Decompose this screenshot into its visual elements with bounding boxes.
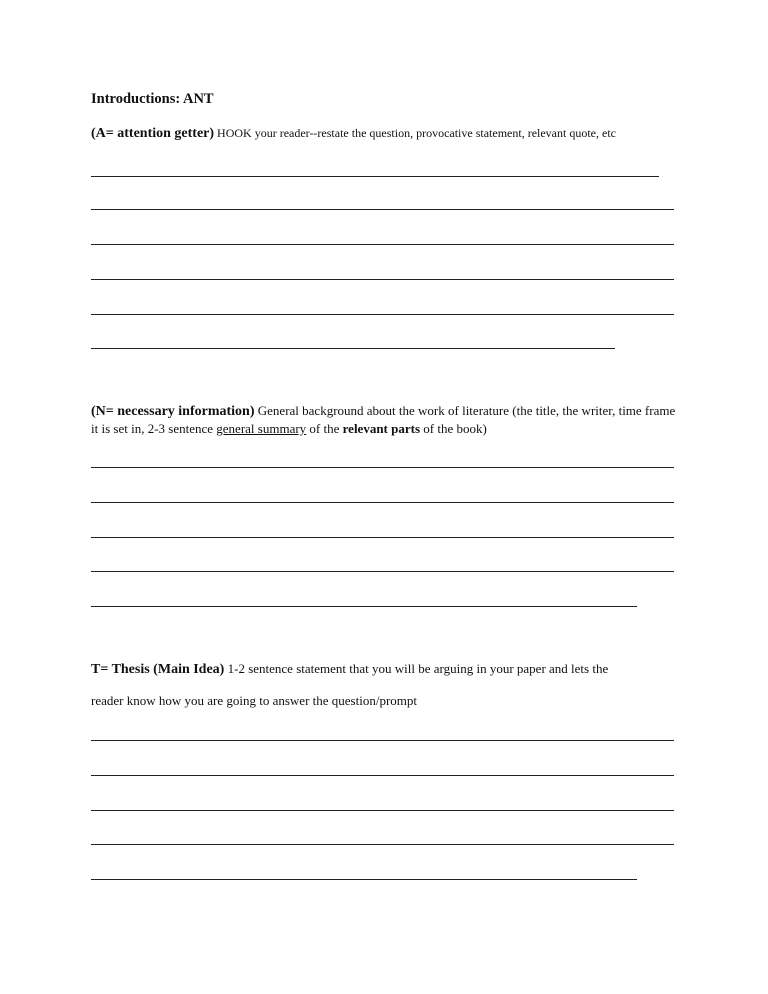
answer-line-n5[interactable] <box>91 606 637 607</box>
answer-line-a2[interactable] <box>91 209 674 210</box>
general-summary-underlined: general summary <box>216 421 307 436</box>
thesis-prompt <box>91 660 691 678</box>
necessary-information-text-2: of the <box>306 421 343 436</box>
answer-line-n4[interactable] <box>91 571 674 572</box>
attention-getter-text: HOOK your reader--restate the question, provocative statement, relevant quote, etc <box>214 126 616 140</box>
answer-line-n2[interactable] <box>91 502 674 503</box>
thesis-text-2: reader know how you are going to answer the question/prompt <box>91 693 418 708</box>
answer-line-t5[interactable] <box>91 879 637 880</box>
answer-line-n3[interactable] <box>91 537 674 538</box>
attention-getter-prompt <box>91 125 691 142</box>
relevant-parts-bold: relevant parts <box>342 421 421 436</box>
necessary-information-text-3: of the book) <box>420 421 487 436</box>
answer-line-t2[interactable] <box>91 775 674 776</box>
answer-line-t1[interactable] <box>91 740 674 741</box>
attention-getter-label: (A= attention getter) <box>91 126 215 141</box>
necessary-information-prompt <box>91 402 681 437</box>
necessary-information-text-1: General background about the work of literature (the title, the writer, time frame it is set in, 2-3 sentence <box>91 403 676 436</box>
answer-line-a6[interactable] <box>91 348 615 349</box>
answer-line-t4[interactable] <box>91 844 674 845</box>
answer-line-n1[interactable] <box>91 467 674 468</box>
thesis-text-1: 1-2 sentence statement that you will be arguing in your paper and lets the <box>224 661 609 676</box>
answer-line-a1[interactable] <box>91 176 659 177</box>
answer-line-a3[interactable] <box>91 244 674 245</box>
necessary-information-label: (N= necessary information) <box>91 404 255 419</box>
worksheet-title: Introductions: ANT <box>91 91 214 107</box>
answer-line-a4[interactable] <box>91 279 674 280</box>
answer-line-t3[interactable] <box>91 810 674 811</box>
answer-line-a5[interactable] <box>91 314 674 315</box>
thesis-label: T= Thesis (Main Idea) <box>91 662 225 677</box>
